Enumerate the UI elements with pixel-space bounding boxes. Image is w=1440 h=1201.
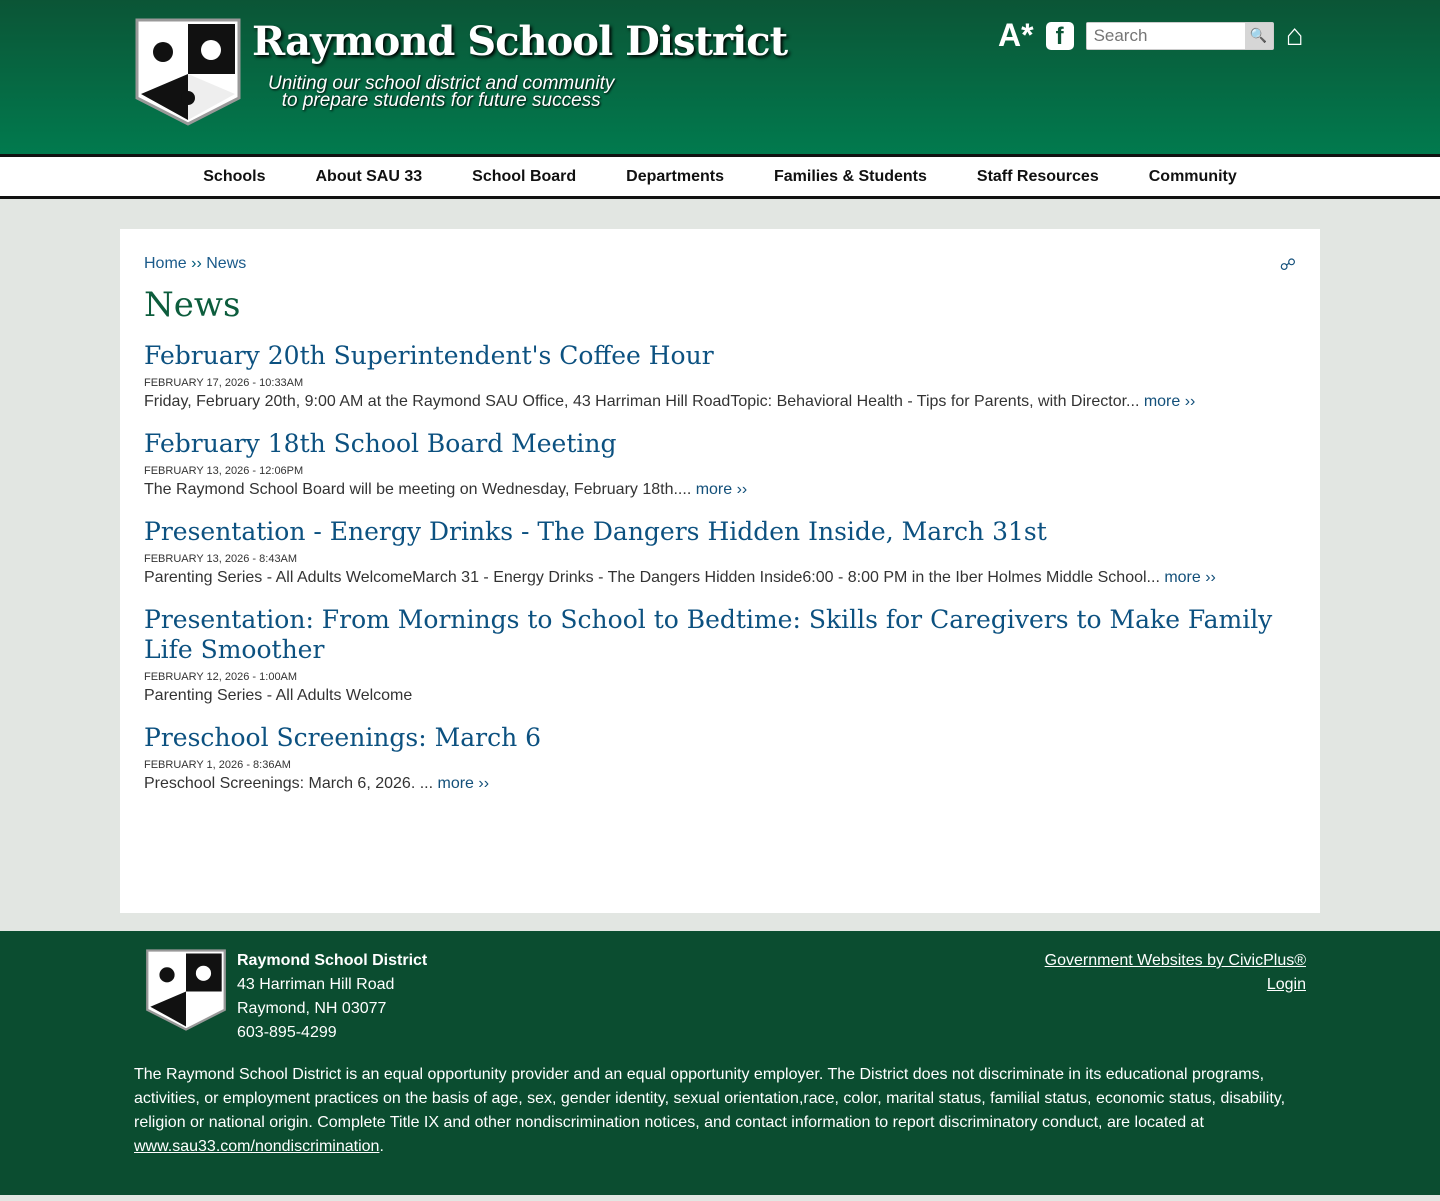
nondiscrimination-link[interactable]: www.sau33.com/nondiscrimination [134,1138,380,1155]
news-date: FEBRUARY 1, 2026 - 8:36AM [144,759,291,771]
news-date: FEBRUARY 13, 2026 - 12:06PM [144,465,304,477]
site-title[interactable]: Raymond School District [252,18,788,65]
breadcrumb [144,255,1296,273]
nav-item[interactable]: Community [1148,168,1237,185]
news-description [144,481,1296,499]
disclaimer-end: . [379,1138,384,1155]
accessibility-icon[interactable]: A* [998,17,1034,53]
main-nav [0,154,1440,199]
news-title[interactable]: February 20th Superintendent's Coffee Hour [144,341,714,370]
content-area [120,229,1320,913]
footer-city: Raymond, NH 03077 [237,1000,387,1017]
nav-item[interactable]: About SAU 33 [315,168,423,185]
news-item [144,723,1296,793]
news-description [144,569,1296,587]
news-item [144,429,1296,499]
news-date: FEBRUARY 13, 2026 - 8:43AM [144,553,298,565]
footer-name: Raymond School District [237,952,428,969]
tagline-line: to prepare students for future success [281,90,601,111]
news-date: FEBRUARY 12, 2026 - 1:00AM [144,671,298,683]
tagline-line: Uniting our school district and community [268,73,615,94]
nav-item[interactable]: Schools [203,168,266,185]
more-link[interactable]: more ›› [437,775,490,792]
footer-phone: 603-895-4299 [237,1024,337,1041]
breadcrumb-home[interactable]: Home [144,255,187,272]
more-link[interactable]: more ›› [1164,569,1216,586]
search-button[interactable] [1245,23,1273,49]
news-summary: Parenting Series - All Adults Welcome [144,687,413,704]
news-description [144,687,1296,705]
home-icon[interactable]: ⌂ [1285,18,1304,52]
news-list [144,341,1296,793]
page-title: News [144,285,241,325]
breadcrumb-separator: ›› [191,255,202,272]
news-description [144,393,1296,411]
news-date: FEBRUARY 17, 2026 - 10:33AM [144,377,304,389]
share-icon[interactable]: ☍ [1279,257,1296,274]
more-link[interactable]: more ›› [695,481,748,498]
nondiscrimination-notice [134,1063,1304,1159]
breadcrumb-news[interactable]: News [206,255,247,272]
more-link[interactable]: more ›› [1143,393,1196,410]
search-input[interactable] [1087,23,1245,49]
nav-item[interactable]: Families & Students [773,168,927,185]
footer-crest-logo [145,949,227,1031]
news-summary: Parenting Series - All Adults WelcomeMarch 31 - Energy Drinks - The Dangers Hidden Inside6:00 - 8:00 PM in the Iber Holmes Middle School... [144,569,1165,586]
news-item [144,517,1296,587]
news-item [144,605,1296,705]
district-crest-logo[interactable] [135,18,241,126]
facebook-icon[interactable]: f [1046,22,1074,50]
news-summary: Preschool Screenings: March 6, 2026. ... [144,775,438,792]
footer-street: 43 Harriman Hill Road [237,976,395,993]
news-title[interactable]: Presentation - Energy Drinks - The Dangers Hidden Inside, March 31st [144,517,1047,546]
disclaimer-text: The Raymond School District is an equal opportunity provider and an equal opportunity employer. The District does not discriminate in its educational programs, activities, or employment practices on the basis of age, sex, gender identity, sexual orientation,race, color, marital status, familial status, economic status, disability, religion or national origin. Complete Title IX and other nondiscrimination notices, and contact information to report discriminatory conduct, are located at [134,1066,1286,1131]
nav-item[interactable]: Staff Resources [976,168,1099,185]
news-title[interactable]: Presentation: From Mornings to School to Bedtime: Skills for Caregivers to Make Family Life Smoother [144,605,1273,664]
news-item [144,341,1296,411]
news-description [144,775,1296,793]
news-summary: The Raymond School Board will be meeting on Wednesday, February 18th.... [144,481,696,498]
news-title[interactable]: Preschool Screenings: March 6 [144,723,542,752]
news-summary: Friday, February 20th, 9:00 AM at the Raymond SAU Office, 43 Harriman Hill RoadTopic: Behavioral Health - Tips for Parents, with Director... [144,393,1144,410]
news-title[interactable]: February 18th School Board Meeting [144,429,617,458]
tagline [268,75,614,109]
login-link[interactable]: Login [1266,976,1306,993]
civicplus-link[interactable]: Government Websites by CivicPlus® [1044,952,1306,969]
site-header [0,0,1440,154]
search-box [1086,22,1274,50]
search-icon: 🔍 [1249,27,1268,43]
nav-item[interactable]: School Board [472,168,577,185]
footer [0,931,1440,1195]
footer-address [237,949,427,1045]
nav-item[interactable]: Departments [626,168,724,185]
footer-links [1045,949,1306,997]
